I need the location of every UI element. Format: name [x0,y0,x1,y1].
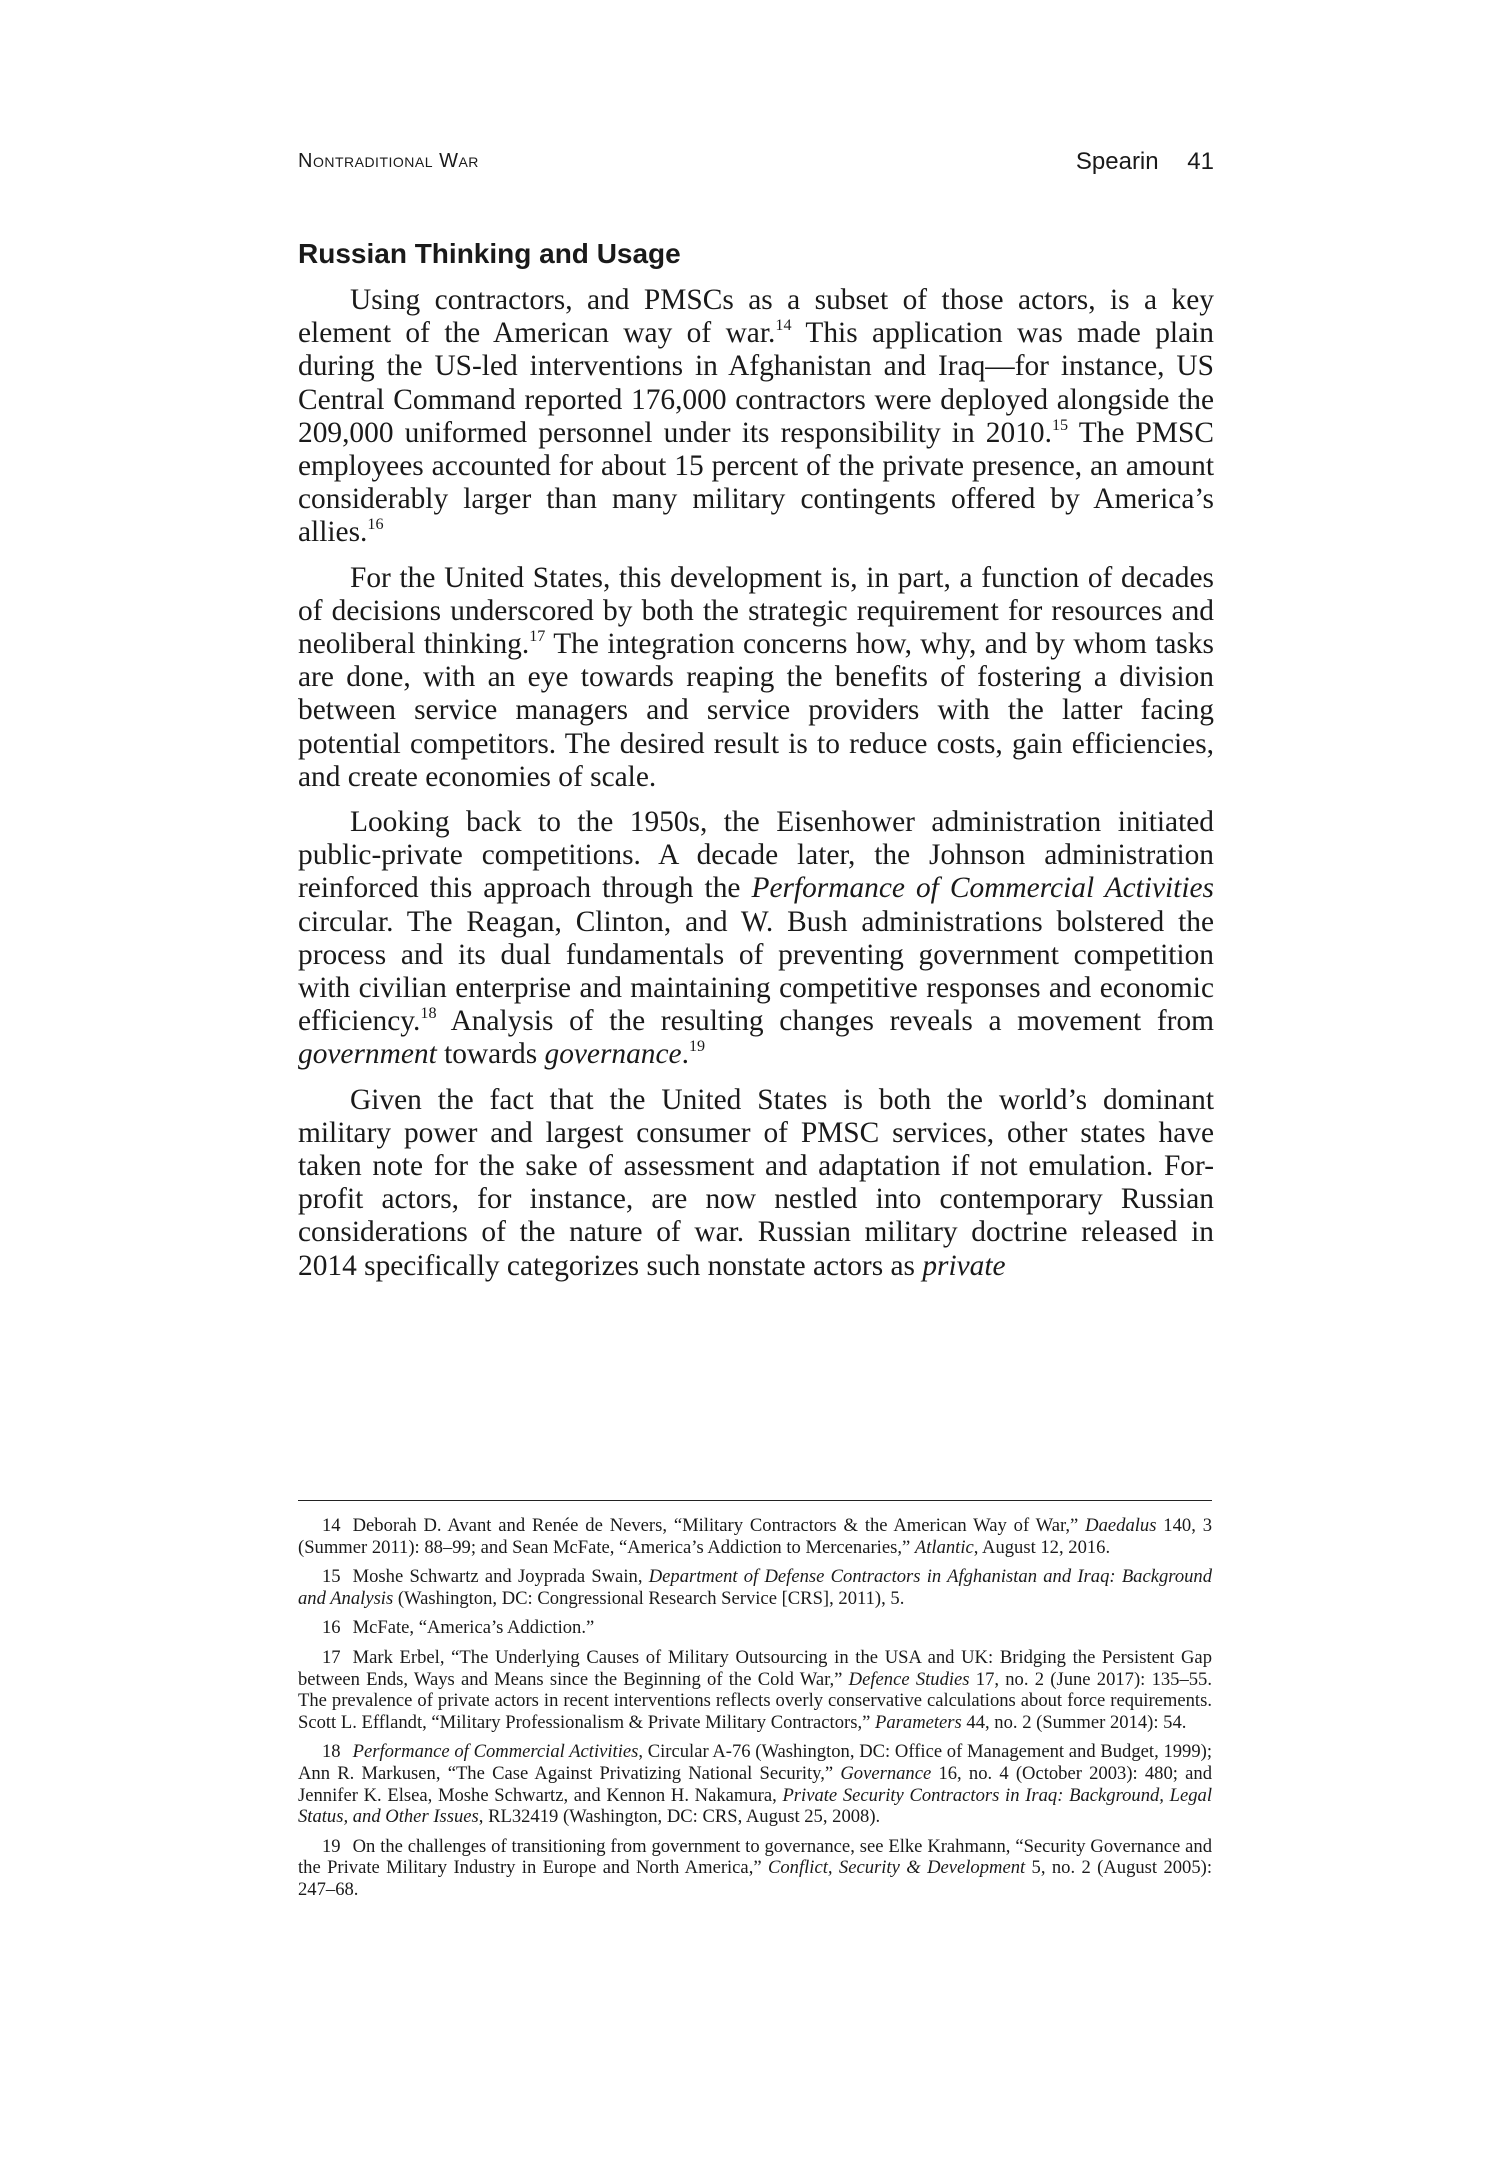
footnote-19 [298,1836,1212,1901]
text-run: Mark Erbel, “The Underlying Causes of Military Outsourcing in the USA and UK: Bridging the Persistent Gap between Ends, Ways and Means since the Beginning of the Cold War,” [298,1646,1212,1690]
text-run: towards [436,1038,545,1071]
text-run: , August 12, 2016. [973,1536,1111,1558]
text-run: Moshe Schwartz and Joyprada Swain, [352,1566,649,1588]
footnote-ref[interactable]: 19 [688,1038,706,1056]
italic-term: governance [544,1038,682,1071]
italic-term: private [922,1249,1006,1282]
text-run: The integration concerns how, why, and by whom tasks are done, with an eye towards reaping the benefits of fostering a division between service managers and service providers with the latter facing potential competitors. The desired result is to reduce costs, gain efficiencies, and create economies of scale. [298,628,1214,793]
text-run: (Washington, DC: Congressional Research Service [CRS], 2011), 5. [393,1587,905,1609]
text-run: The PMSC employees accounted for about 15 percent of the private presence, an amount considerably larger than many military contingents offered by America’s allies. [298,416,1214,549]
text-run: 5, no. 2 (August 2005): 247–68. [298,1857,1212,1900]
italic-title: Conflict, Security & Development [767,1857,1026,1879]
text-run: , Circular A-76 (Washington, DC: Office of Management and Budget, 1999); Ann R. Markusen, “The Case Against Privatizing National Security,” [298,1741,1212,1784]
body-text [298,284,1214,1295]
text-run: McFate, “America’s Addiction.” [352,1617,595,1639]
section-heading: Russian Thinking and Usage [298,238,681,269]
text-run: circular. The Reagan, Clinton, and W. Bush administrations bolstered the process and its dual fundamentals of preventing government competition with civilian enterprise and maintaining competitive responses and economic efficiency. [298,905,1214,1038]
footnote-number: 15 [322,1566,341,1588]
text-run: 44, no. 2 (Summer 2014): 54. [961,1711,1187,1733]
footnote-ref[interactable]: 15 [1051,416,1069,434]
text-run: 16, no. 4 (October 2003): 480; and Jennifer K. Elsea, Moshe Schwartz, and Kennon H. Nakamura, [298,1762,1212,1806]
footnote-ref[interactable]: 16 [367,516,384,534]
footnote-number: 16 [322,1617,341,1639]
text-run: For the United States, this development is, in part, a function of decades of decisions underscored by both the strategic requirement for resources and neoliberal thinking. [298,561,1214,661]
paragraph-3 [298,806,1214,1072]
text-run: This application was made plain during the US-led interventions in Afghanistan and Iraq—for instance, US Central Command reported 176,000 contractors were deployed alongside the 209,000 uniformed personnel under its responsibility in 2010. [298,317,1214,449]
footnote-15 [298,1566,1212,1609]
text-run: 17, no. 2 (June 2017): 135–55. The prevalence of private actors in recent interventions reflects overly conservative calculations about force requirements. Scott L. Efflandt, “Military Professionalism & Private Military Contractors,” [298,1668,1213,1733]
page-header-right [1076,148,1214,176]
italic-title: Performance of Commercial Activities [751,872,1214,905]
italic-title: Defence Studies [848,1668,970,1690]
footnote-number: 18 [322,1741,341,1763]
italic-title: Private Security Contractors in Iraq: Background, Legal Status, and Other Issues [298,1784,1212,1828]
text-run: Looking back to the 1950s, the Eisenhower administration initiated public-private competitions. A decade later, the Johnson administration reinforced this approach through the [298,806,1214,905]
footnote-18 [298,1741,1212,1827]
footnote-number: 19 [322,1835,341,1857]
footnote-16 [298,1617,1212,1639]
italic-title: Atlantic [914,1536,974,1558]
footnote-17 [298,1647,1212,1733]
paragraph-1 [298,284,1214,550]
text-run: . [681,1038,689,1071]
footnote-14 [298,1515,1212,1558]
italic-title: Parameters [875,1711,962,1733]
italic-title: Daedalus [1085,1515,1157,1536]
footnote-number: 14 [322,1515,341,1536]
italic-title: Performance of Commercial Activities [352,1741,639,1763]
text-run: Given the fact that the United States is both the world’s dominant military power and largest consumer of PMSC services, other states have taken note for the sake of assessment and adaptation if not emulation. For-profit actors, for instance, are now nestled into contemporary Russian considerations of the nature of war. Russian military doctrine released in 2014 specifically categorizes such nonstate actors as [298,1083,1214,1282]
footnote-ref[interactable]: 18 [420,1005,437,1023]
footnote-divider [298,1500,1212,1501]
text-run: Analysis of the resulting changes reveals a movement from [436,1005,1214,1038]
author-name: Spearin [1075,148,1159,175]
italic-title: Governance [840,1762,932,1784]
text-run: Using contractors, and PMSCs as a subset of those actors, is a key element of the American way of war. [298,284,1214,350]
footnote-ref[interactable]: 14 [775,317,792,335]
paragraph-2 [298,562,1214,794]
text-run: On the challenges of transitioning from government to governance, see Elke Krahmann, “Security Governance and the Private Military Industry in Europe and North America,” [298,1835,1212,1879]
running-title: Nontraditional War [298,150,479,172]
text-run: , RL32419 (Washington, DC: CRS, August 25, 2008). [478,1806,881,1828]
text-run: 140, 3 (Summer 2011): 88–99; and Sean McFate, “America’s Addiction to Mercenaries,” [298,1515,1212,1558]
footnotes [298,1515,1212,1909]
footnote-number: 17 [322,1646,341,1668]
italic-title: Department of Defense Contractors in Afghanistan and Iraq: Background and Analysis [298,1566,1213,1609]
text-run: Deborah D. Avant and Renée de Nevers, “Military Contractors & the American Way of War,” [352,1515,1086,1536]
footnote-ref[interactable]: 17 [529,627,546,645]
page-number: 41 [1187,148,1214,175]
italic-term: government [298,1038,437,1071]
paragraph-4 [298,1084,1214,1283]
